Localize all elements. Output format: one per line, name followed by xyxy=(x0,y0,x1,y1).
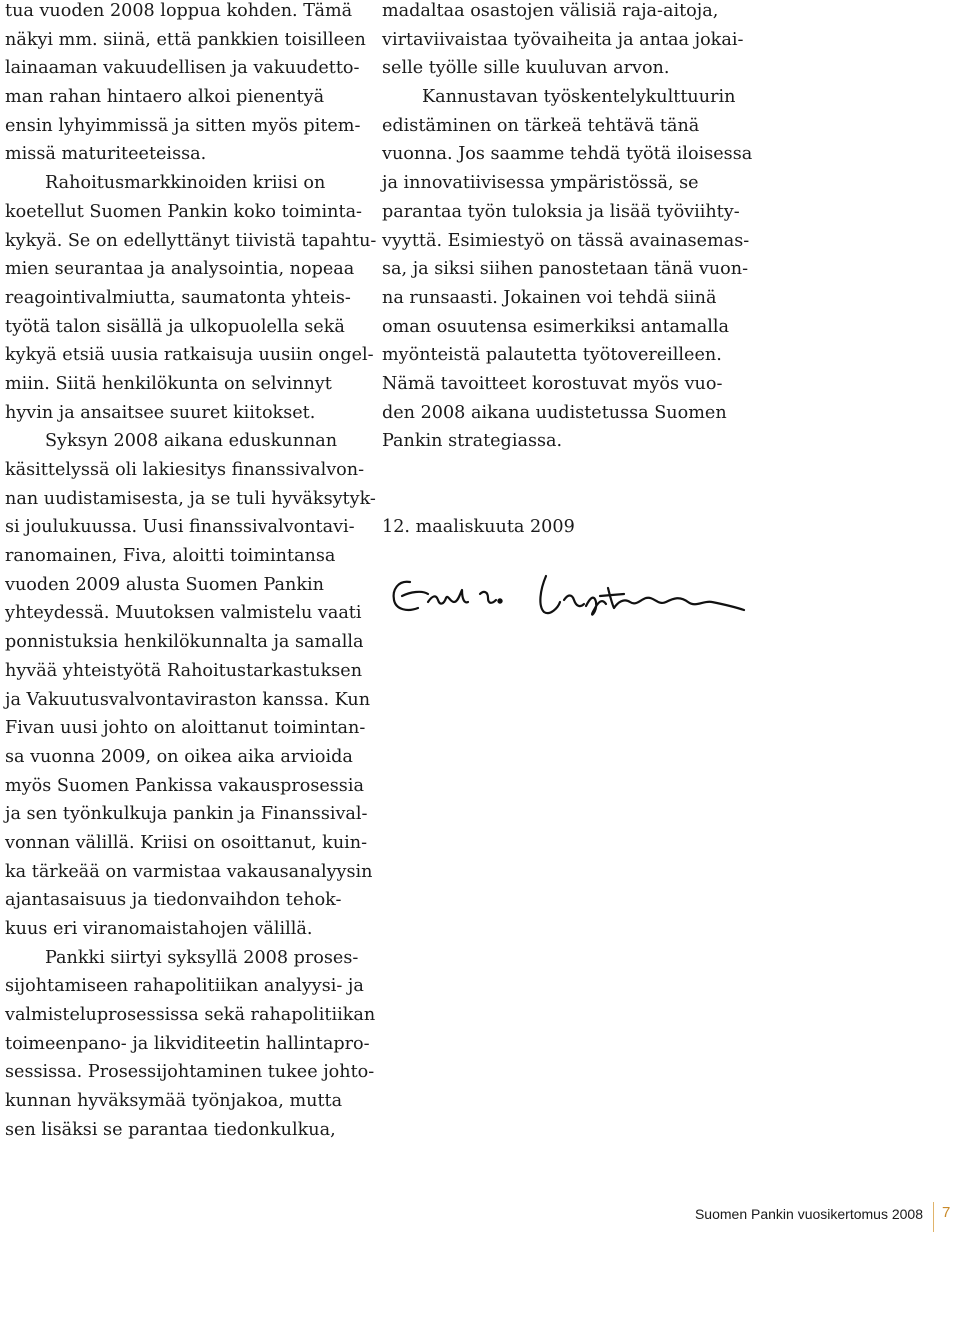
text-line: madaltaa osastojen välisiä raja-aitoja, xyxy=(382,1,719,21)
text-line: kunnan hyväksymää työnjakoa, mutta xyxy=(5,1091,343,1112)
text-line: sen lisäksi se parantaa tiedonkulkua, xyxy=(5,1119,336,1140)
text-line: Fivan uusi johto on aloittanut toimintan- xyxy=(5,718,366,739)
text-line: man rahan hintaero alkoi pienentyä xyxy=(5,87,325,108)
signature-dot xyxy=(498,599,501,602)
signature-stroke xyxy=(540,576,560,613)
text-line: sa, ja siksi siihen panostetaan tänä vuon- xyxy=(382,259,749,280)
footer-divider xyxy=(933,1202,934,1232)
text-line: vonnan välillä. Kriisi on osoittanut, kuin- xyxy=(5,832,368,853)
text-line: ranomainen, Fiva, aloitti toimintansa xyxy=(5,546,336,567)
text-line: sijohtamiseen rahapolitiikan analyysi- ja xyxy=(5,976,364,997)
text-line: reagointivalmiutta, saumatonta yhteis- xyxy=(5,287,351,308)
text-line: näkyi mm. siinä, että pankkien toisilleen xyxy=(5,29,366,50)
signature-stroke xyxy=(402,592,428,596)
text-line: selle työlle sille kuuluvan arvon. xyxy=(382,58,670,79)
signature-stroke xyxy=(480,592,496,603)
text-line: kykyä etsiä uusia ratkaisuja uusiin ongel- xyxy=(5,345,374,366)
text-line: ja Vakuutusvalvontaviraston kanssa. Kun xyxy=(5,689,371,710)
text-line: yhteydessä. Muutoksen valmistelu vaati xyxy=(5,603,362,624)
signature-stroke xyxy=(608,588,744,610)
text-line: kykyä. Se on edellyttänyt tiivistä tapahtu- xyxy=(5,230,377,251)
text-line: työtä talon sisällä ja ulkopuolella sekä xyxy=(5,316,345,337)
right-paragraphs xyxy=(382,0,753,456)
signature-image xyxy=(388,568,758,628)
text-line: hyvin ja ansaitsee suuret kiitokset. xyxy=(5,402,316,423)
text-line: Nämä tavoitteet korostuvat myös vuo- xyxy=(382,373,723,394)
text-line: toimeenpano- ja likviditeetin hallintapro- xyxy=(5,1033,370,1054)
text-line: Syksyn 2008 aikana eduskunnan xyxy=(45,431,338,452)
text-line: edistäminen on tärkeä tehtävä tänä xyxy=(382,115,700,136)
text-line: mien seurantaa ja analysointia, nopeaa xyxy=(5,259,355,280)
page-number: 7 xyxy=(942,1204,951,1221)
text-line: käsittelyssä oli lakiesitys finanssivalvon- xyxy=(5,460,365,480)
text-line: nan uudistamisesta, ja se tuli hyväksytyk- xyxy=(5,488,376,509)
text-line: na runsaasti. Jokainen voi tehdä siinä xyxy=(382,287,717,308)
text-line: vyyttä. Esimiestyö on tässä avainasemas- xyxy=(382,230,750,251)
left-text-column xyxy=(5,0,377,1145)
text-line: missä maturiteeteissa. xyxy=(5,144,207,165)
text-line: virtaviivaistaa työvaiheita ja antaa jokai- xyxy=(382,29,744,50)
text-line: ja innovatiivisessa ympäristössä, se xyxy=(382,173,699,194)
signature-stroke xyxy=(564,596,584,607)
signature-stroke xyxy=(586,598,606,615)
signature-stroke xyxy=(428,590,468,604)
text-line: Pankin strategiassa. xyxy=(382,431,563,452)
text-line: ensin lyhyimmissä ja sitten myös pitem- xyxy=(5,115,361,136)
text-line: myös Suomen Pankissa vakausprosessia xyxy=(5,775,364,796)
text-line: Pankki siirtyi syksyllä 2008 proses- xyxy=(45,947,359,968)
text-line: Kannustavan työskentelykulttuurin xyxy=(422,87,736,108)
text-line: valmisteluprosessissa sekä rahapolitiikan xyxy=(5,1005,376,1026)
publication-title: Suomen Pankin vuosikertomus 2008 xyxy=(694,1206,923,1222)
right-text-column xyxy=(382,0,753,542)
text-line: ka tärkeää on varmistaa vakausanalyysin xyxy=(5,861,373,882)
text-line: myönteistä palautetta työtovereilleen. xyxy=(382,345,722,366)
text-line: ja sen työnkulkuja pankin ja Finanssival- xyxy=(5,804,368,825)
text-line: sessissa. Prosessijohtaminen tukee johto- xyxy=(5,1062,375,1083)
text-line: den 2008 aikana uudistetussa Suomen xyxy=(382,402,727,423)
text-line: lainaaman vakuudellisen ja vakuudetto- xyxy=(5,58,360,79)
text-line: oman osuutensa esimerkiksi antamalla xyxy=(382,316,729,337)
text-line: ponnistuksia henkilökunnalta ja samalla xyxy=(5,632,364,653)
text-line: ajantasaisuus ja tiedonvaihdon tehok- xyxy=(5,890,342,911)
signature-stroke xyxy=(600,594,624,596)
text-line: kuus eri viranomaistahojen välillä. xyxy=(5,919,313,939)
date-line: 12. maaliskuuta 2009 xyxy=(382,517,575,537)
date-spacer xyxy=(382,456,742,513)
page-footer xyxy=(0,1196,960,1236)
text-line: hyvää yhteistyötä Rahoitustarkastuksen xyxy=(5,660,363,681)
text-line: vuoden 2009 alusta Suomen Pankin xyxy=(5,574,324,595)
text-line: vuonna. Jos saamme tehdä työtä iloisessa xyxy=(382,144,753,165)
text-line: miin. Siitä henkilökunta on selvinnyt xyxy=(5,373,332,394)
text-line: koetellut Suomen Pankin koko toiminta- xyxy=(5,201,363,222)
text-line: tua vuoden 2008 loppua kohden. Tämä xyxy=(5,1,353,21)
text-line: parantaa työn tuloksia ja lisää työviihty- xyxy=(382,201,740,222)
text-line: sa vuonna 2009, on oikea aika arvioida xyxy=(5,746,353,767)
text-line: Rahoitusmarkkinoiden kriisi on xyxy=(45,173,326,194)
text-line: si joulukuussa. Uusi finanssivalvontavi- xyxy=(5,517,355,538)
signature-stroke xyxy=(394,582,418,610)
